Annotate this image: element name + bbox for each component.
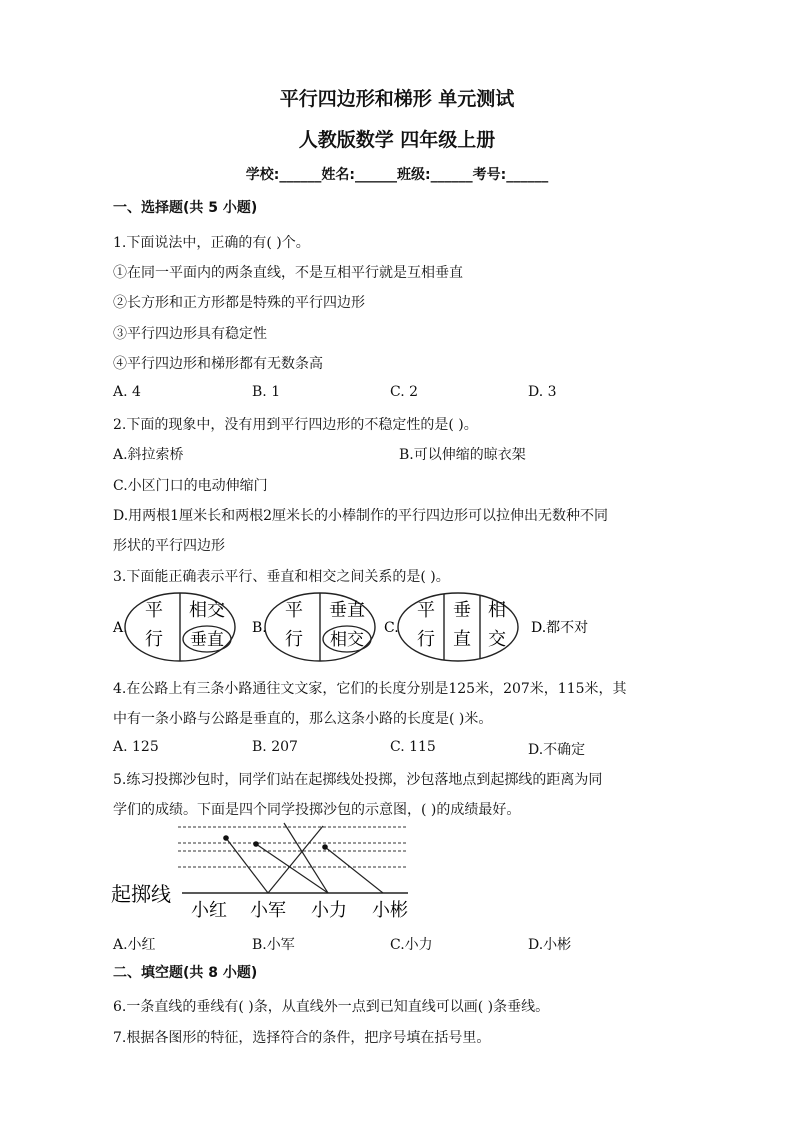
- venn-a-parallel-top: 平: [145, 600, 163, 621]
- question-5-option-d: D.小彬: [528, 937, 572, 953]
- venn-b-parallel-top: 平: [285, 600, 303, 621]
- landing-point: [223, 835, 229, 841]
- question-1-stem: 1.下面说法中，正确的有( )个。: [113, 235, 310, 251]
- question-3-label-b: B.: [252, 620, 267, 636]
- question-2-option-b: B.可以伸缩的晾衣架: [399, 447, 526, 463]
- question-3-stem: 3.下面能正确表示平行、垂直和相交之间关系的是( )。: [113, 569, 450, 585]
- question-4-option-d: D.不确定: [528, 742, 586, 758]
- question-2-option-d-continued: 形状的平行四边形: [113, 538, 225, 554]
- venn-a-intersect-label: 相交: [189, 600, 225, 621]
- landing-point: [322, 844, 328, 850]
- question-2-option-c: C.小区门口的电动伸缩门: [113, 478, 268, 494]
- question-1-option-a: A. 4: [113, 384, 141, 400]
- question-1-option-b: B. 1: [252, 384, 281, 400]
- venn-b-parallel-bottom: 行: [285, 629, 303, 650]
- question-2-stem: 2.下面的现象中，没有用到平行四边形的不稳定性的是( )。: [113, 417, 478, 433]
- question-7-stem: 7.根据各图形的特征，选择符合的条件，把序号填在括号里。: [113, 1030, 491, 1046]
- question-1-option-c: C. 2: [390, 384, 419, 400]
- venn-c-intersect-bottom: 交: [488, 629, 506, 650]
- venn-diagram-c: [398, 593, 518, 661]
- question-3-label-a: A.: [113, 620, 128, 636]
- venn-c-parallel-top: 平: [417, 600, 435, 621]
- question-4-option-b: B. 207: [252, 739, 298, 755]
- venn-c-perpendicular-top: 垂: [453, 600, 471, 621]
- venn-a-parallel-bottom: 行: [145, 629, 163, 650]
- question-5-throw-diagram: [108, 822, 428, 927]
- question-5-option-a: A.小红: [113, 937, 156, 953]
- venn-b-perpendicular-label: 垂直: [329, 600, 365, 621]
- landing-point: [253, 841, 259, 847]
- question-4-stem-continued: 中有一条小路与公路是垂直的，那么这条小路的长度是( )米。: [113, 711, 493, 727]
- venn-a-perpendicular-label: 垂直: [190, 630, 224, 650]
- question-3-option-d: D.都不对: [531, 620, 589, 636]
- thrower-name-2: 小军: [250, 900, 286, 921]
- question-3-venn-diagrams: [108, 590, 628, 670]
- venn-c-perpendicular-bottom: 直: [453, 629, 471, 650]
- section-heading-choice: 一、选择题(共 5 小题): [113, 200, 258, 216]
- thrower-name-3: 小力: [311, 900, 347, 921]
- venn-b-intersect-label: 相交: [330, 630, 364, 650]
- thrower-name-4: 小彬: [372, 900, 408, 921]
- question-4-option-c: C. 115: [390, 739, 436, 755]
- question-4-option-a: A. 125: [113, 739, 159, 755]
- question-4-stem: 4.在公路上有三条小路通往文文家，它们的长度分别是125米，207米，115米，其: [113, 681, 627, 697]
- page-subtitle: 人教版数学 四年级上册: [298, 129, 496, 151]
- question-6-stem: 6.一条直线的垂线有( )条，从直线外一点到已知直线可以画( )条垂线。: [113, 999, 550, 1015]
- venn-diagram-b: [265, 593, 375, 661]
- thrower-name-1: 小红: [191, 900, 227, 921]
- question-5-option-c: C.小力: [390, 937, 433, 953]
- venn-c-parallel-bottom: 行: [417, 629, 435, 650]
- question-5-stem: 5.练习投掷沙包时，同学们站在起掷线处投掷，沙包落地点到起掷线的距离为同: [113, 772, 603, 788]
- question-2-option-d: D.用两根1厘米长和两根2厘米长的小棒制作的平行四边形可以拉伸出无数种不同: [113, 508, 608, 524]
- venn-c-intersect-top: 相: [488, 600, 506, 621]
- question-1-statement-4: ④平行四边形和梯形都有无数条高: [113, 356, 323, 372]
- question-1-statement-1: ①在同一平面内的两条直线，不是互相平行就是互相垂直: [113, 265, 463, 281]
- page-title: 平行四边形和梯形 单元测试: [279, 88, 515, 110]
- question-2-option-a: A.斜拉索桥: [113, 447, 184, 463]
- student-info-line: 学校:______姓名:______班级:______考号:______: [245, 167, 549, 183]
- question-3-label-c: C.: [384, 620, 399, 636]
- section-heading-fill-in: 二、填空题(共 8 小题): [113, 965, 258, 981]
- question-1-option-d: D. 3: [528, 384, 557, 400]
- question-1-statement-3: ③平行四边形具有稳定性: [113, 326, 267, 342]
- question-1-statement-2: ②长方形和正方形都是特殊的平行四边形: [113, 295, 365, 311]
- venn-diagram-a: [125, 593, 235, 661]
- throw-baseline-label: 起掷线: [111, 882, 171, 906]
- question-5-option-b: B.小军: [252, 937, 295, 953]
- question-5-stem-continued: 学们的成绩。下面是四个同学投掷沙包的示意图，( )的成绩最好。: [113, 802, 521, 818]
